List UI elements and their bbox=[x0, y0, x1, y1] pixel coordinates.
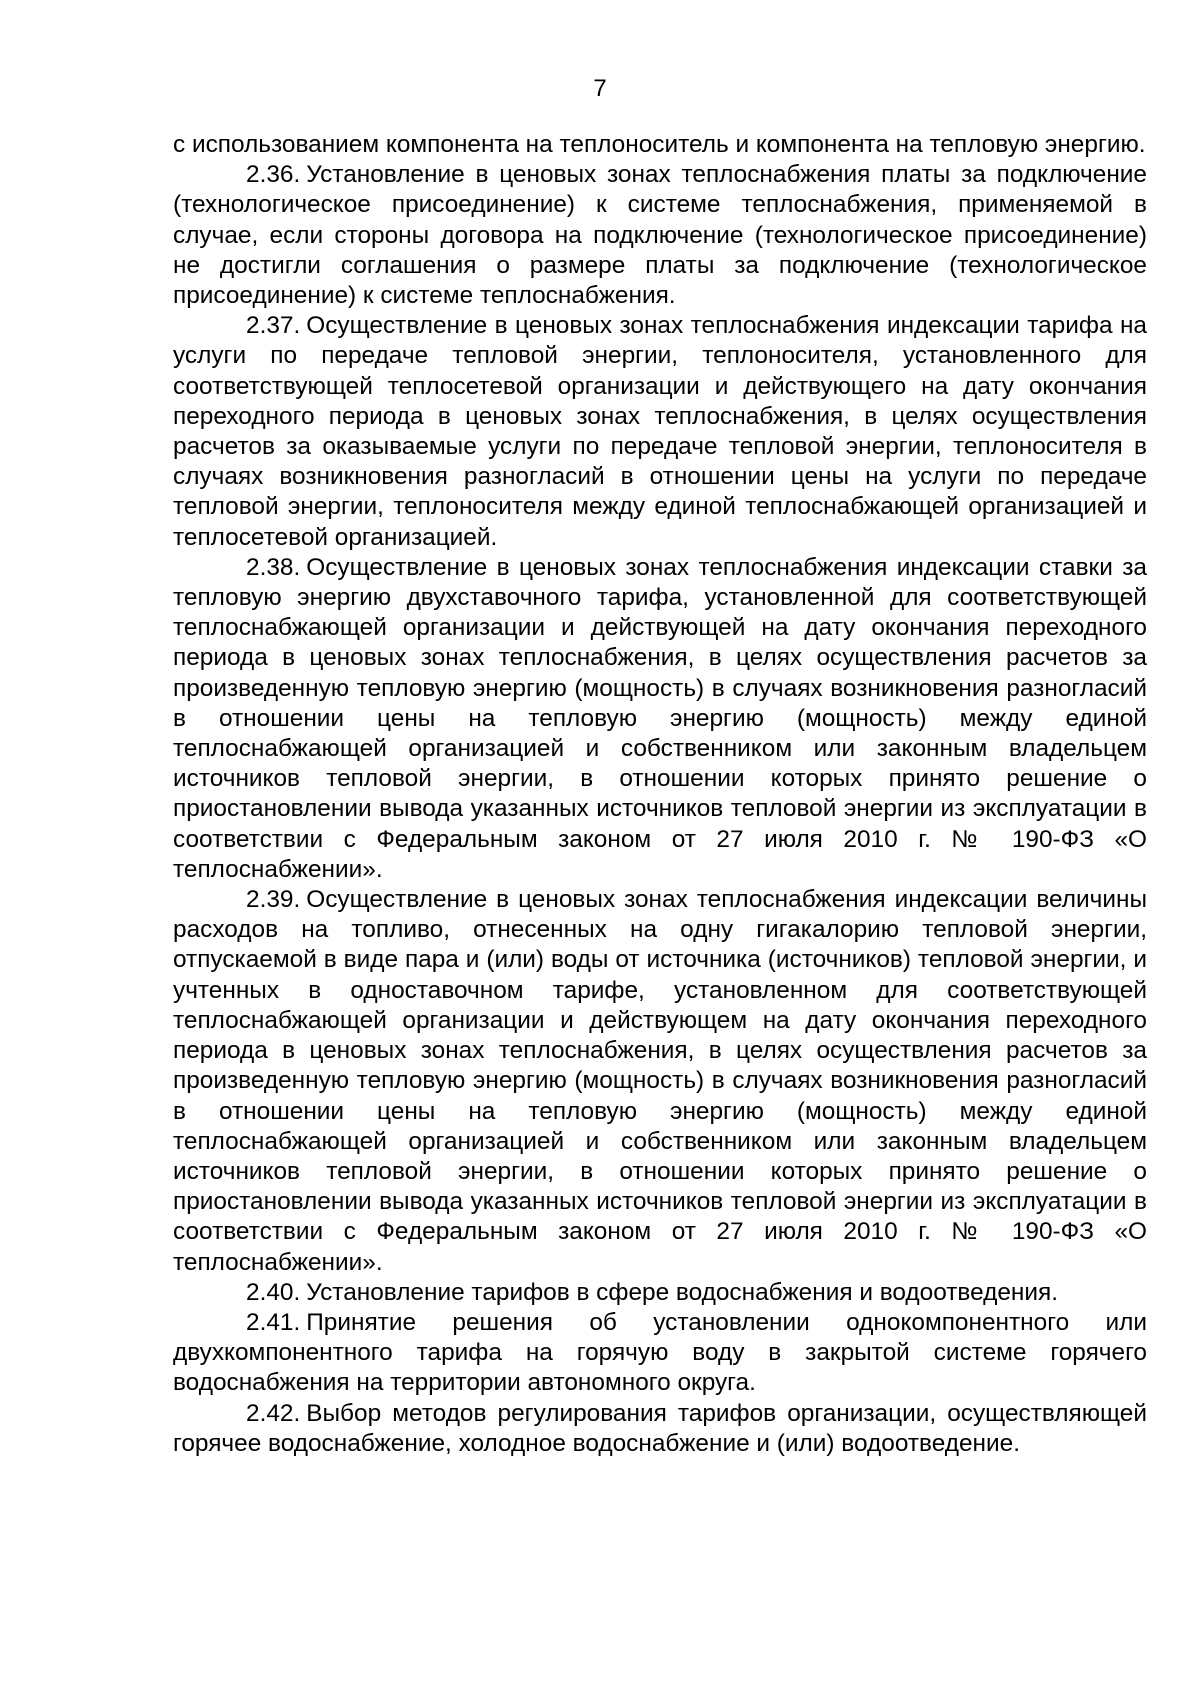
paragraph-number: 2.36. bbox=[246, 161, 301, 189]
paragraph-number: 2.41. bbox=[246, 1308, 301, 1336]
paragraph-text: Осуществление в ценовых зонах теплоснабжения индексации величины расходов на топливо, отнесенных на одну гигакалорию тепловой энергии, отпускаемой в виде пара и (или) воды от источника (источников) тепловой энергии, и учтенных в одноставочном тарифе, установленном для соответствующей теплоснабжающей организации и действующем на дату окончания переходного периода в ценовых зонах теплоснабжения, в целях осуществления расчетов за произведенную тепловую энергию (мощность) в случаях возникновения разногласий в отношении цены на тепловую энергию (мощность) между единой теплоснабжающей организацией и собственником или законным владельцем источников тепловой энергии, в отношении которых принято решение о приостановлении вывода указанных источников тепловой энергии из эксплуатации в соответствии с Федеральным законом от 27 июля 2010 г. № 190-ФЗ «О теплоснабжении». bbox=[173, 886, 1147, 1276]
paragraph-2-40 bbox=[173, 1278, 1147, 1308]
document-body bbox=[173, 130, 1147, 1459]
paragraph-2-41 bbox=[173, 1308, 1147, 1399]
paragraph-text: Принятие решения об установлении однокомпонентного или двухкомпонентного тарифа на горячую воду в закрытой системе горячего водоснабжения на территории автономного округа. bbox=[173, 1308, 1147, 1397]
paragraph-2-39 bbox=[173, 885, 1147, 1278]
paragraph-number: 2.40. bbox=[246, 1278, 301, 1306]
paragraph-2-37 bbox=[173, 311, 1147, 553]
paragraph-2-36 bbox=[173, 160, 1147, 311]
paragraph-continuation bbox=[173, 130, 1147, 160]
paragraph-2-38 bbox=[173, 553, 1147, 885]
paragraph-text: Установление в ценовых зонах теплоснабжения платы за подключение (технологическое присоединение) к системе теплоснабжения, применяемой в случае, если стороны договора на подключение (технологическое присоединение) не достигли соглашения о размере платы за подключение (технологическое присоединение) к системе теплоснабжения. bbox=[173, 161, 1147, 310]
paragraph-text: Осуществление в ценовых зонах теплоснабжения индексации тарифа на услуги по передаче тепловой энергии, теплоносителя, установленного для соответствующей теплосетевой организации и действующего на дату окончания переходного периода в ценовых зонах теплоснабжения, в целях осуществления расчетов за оказываемые услуги по передаче тепловой энергии, теплоносителя в случаях возникновения разногласий в отношении цены на услуги по передаче тепловой энергии, теплоносителя между единой теплоснабжающей организацией и теплосетевой организацией. bbox=[173, 312, 1147, 551]
paragraph-number: 2.38. bbox=[246, 553, 301, 581]
page-number: 7 bbox=[593, 75, 607, 102]
paragraph-2-42 bbox=[173, 1399, 1147, 1459]
paragraph-text: Установление тарифов в сфере водоснабжения и водоотведения. bbox=[306, 1278, 1059, 1306]
paragraph-text: Выбор методов регулирования тарифов организации, осуществляющей горячее водоснабжение, холодное водоснабжение и (или) водоотведение. bbox=[173, 1399, 1147, 1457]
paragraph-number: 2.37. bbox=[246, 312, 301, 340]
paragraph-number: 2.42. bbox=[246, 1399, 301, 1427]
paragraph-number: 2.39. bbox=[246, 886, 301, 914]
paragraph-text: с использованием компонента на теплоноситель и компонента на тепловую энергию. bbox=[173, 131, 1146, 158]
paragraph-text: Осуществление в ценовых зонах теплоснабжения индексации ставки за тепловую энергию двухставочного тарифа, установленной для соответствующей теплоснабжающей организации и действующей на дату окончания переходного периода в ценовых зонах теплоснабжения, в целях осуществления расчетов за произведенную тепловую энергию (мощность) в случаях возникновения разногласий в отношении цены на тепловую энергию (мощность) между единой теплоснабжающей организацией и собственником или законным владельцем источников тепловой энергии, в отношении которых принято решение о приостановлении вывода указанных источников тепловой энергии из эксплуатации в соответствии с Федеральным законом от 27 июля 2010 г. № 190-ФЗ «О теплоснабжении». bbox=[173, 553, 1147, 883]
